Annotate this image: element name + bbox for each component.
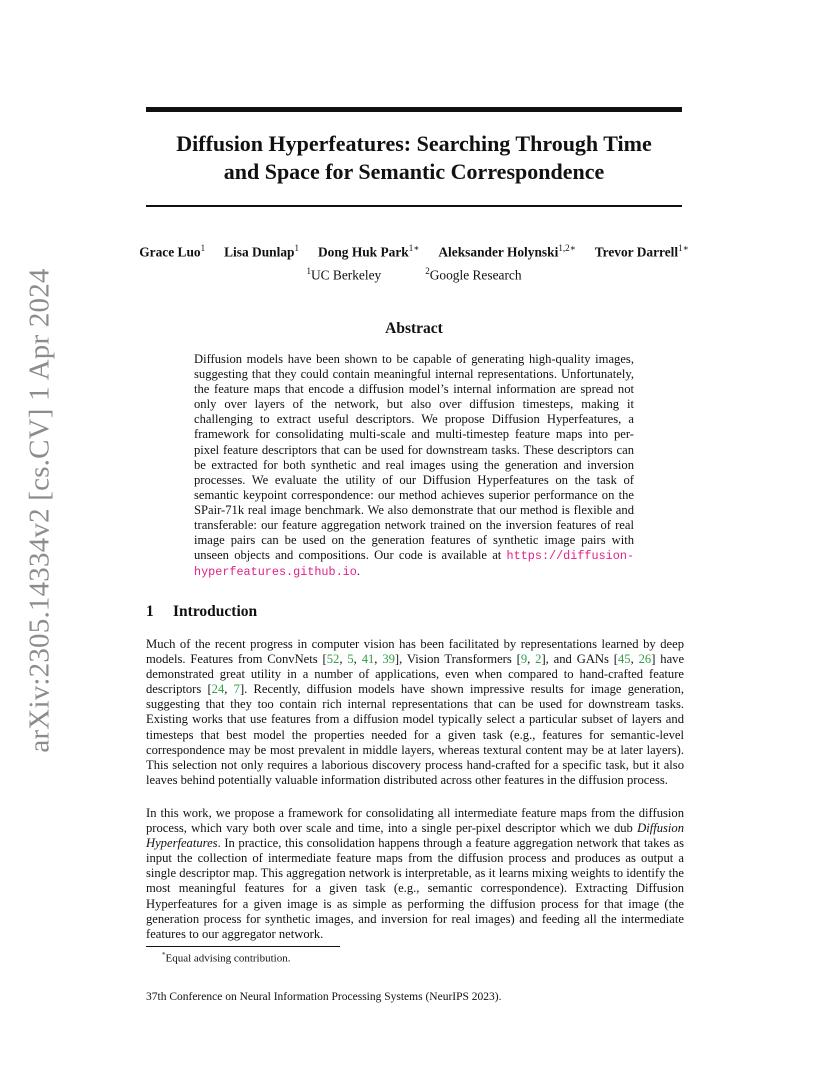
title-top-rule xyxy=(146,107,682,112)
citation-link[interactable]: 5 xyxy=(347,652,354,667)
affiliation-list xyxy=(100,266,728,283)
arxiv-identifier-text: arXiv:2305.14334v2 [cs.CV] 1 Apr 2024 xyxy=(23,267,56,753)
citation-link[interactable]: 41 xyxy=(361,652,375,667)
author: Trevor Darrell$^{1∗}$ xyxy=(594,243,689,260)
footnote-mark: * xyxy=(162,951,166,959)
title-bottom-rule xyxy=(146,205,682,207)
title-line-1: Diffusion Hyperfeatures: Searching Through Time xyxy=(176,131,652,156)
author: Aleksander Holynski$^{1,2∗}$ xyxy=(438,243,576,260)
title-line-2: and Space for Semantic Correspondence xyxy=(223,159,605,184)
paper-title xyxy=(146,130,682,186)
citation-link[interactable]: 24 xyxy=(211,682,225,697)
section-number: 1 xyxy=(146,603,154,620)
author: Grace Luo$^1$ xyxy=(139,243,206,260)
footnote-rule xyxy=(146,946,340,947)
footnote-text: Equal advising contribution. xyxy=(165,952,291,965)
abstract-heading: Abstract xyxy=(385,320,443,337)
author-list xyxy=(100,243,728,260)
citation-link[interactable]: 9 xyxy=(520,652,528,667)
venue-note: 37th Conference on Neural Information Processing Systems (NeurIPS 2023). xyxy=(146,991,502,1003)
citation-link[interactable]: 52 xyxy=(326,652,340,667)
author: Lisa Dunlap$^1$ xyxy=(224,243,299,260)
citation-link[interactable]: 2 xyxy=(535,652,542,667)
abstract-text: Diffusion models have been shown to be capable of generating high-quality images, suggesting that they could contain meaningful internal representations. Unfortunately, the feature maps that encode a diffusion model’s internal information are spread not only over layers of the network, but also over diffusion timesteps, making it challenging to extract useful descriptors. We propose Diffusion Hyperfeatures, a framework for consolidating multi-scale and multi-timestep feature maps into per-pixel feature descriptors that can be used for downstream tasks. These descriptors can be extracted for both synthetic and real images using the generation and inversion processes. We evaluate the utility of our Diffusion Hyperfeatures on the task of semantic keypoint correspondence: our method achieves superior performance on the SPair-71k real image benchmark. We also demonstrate that our method is flexible and transferable: our feature aggregation network trained on the inversion features of real image pairs can be used on the generation features of synthetic image pairs with unseen objects and compositions. Our code is available at xyxy=(194,352,634,563)
citation-link[interactable]: 39 xyxy=(382,652,395,667)
citation-link[interactable]: 26 xyxy=(638,652,652,667)
citation-link[interactable]: 45 xyxy=(617,652,631,667)
abstract-body: Diffusion models have been shown to be capable of generating high-quality images, suggesting that they could contain meaningful internal representations. Unfortunately, the feature maps that encode a diffusion model’s internal information are spread not only over layers of the network, but also over diffusion timesteps, making it challenging to extract useful descriptors. We propose Diffusion Hyperfeatures, a framework for consolidating multi-scale and multi-timestep feature maps into per-pixel feature descriptors that can be used for downstream tasks. These descriptors can be extracted for both synthetic and real images using the generation and inversion processes. We evaluate the utility of our Diffusion Hyperfeatures on the task of semantic keypoint correspondence: our method achieves superior performance on the SPair-71k real image benchmark. We also demonstrate that our method is flexible and transferable: our feature aggregation network trained on the inversion features of real image pairs can be used on the generation features of synthetic image pairs with unseen objects and compositions. Our code is available at https://diffusion-hyperfeatures.github.io. xyxy=(194,352,634,580)
section-heading-introduction xyxy=(146,603,682,621)
affiliation: $^1$UC Berkeley xyxy=(306,266,382,283)
emphasis-term: Diffusion Hyperfeatures xyxy=(146,821,684,851)
intro-paragraph-2: In this work, we propose a framework for consolidating all intermediate feature maps from the diffusion process, which vary both over scale and time, into a single per-pixel descriptor which we dub Diffusion Hyperfeatures. In practice, this consolidation happens through a feature aggregation network that takes as input the collection of intermediate feature maps from the diffusion process and produces as output a single descriptor map. This aggregation network is interpretable, as it learns mixing weights to identify the most meaningful features for a given task (e.g., semantic correspondence). Extracting Diffusion Hyperfeatures for a given image is as simple as performing the diffusion process for that image (the generation process for synthetic images, and inversion for real images) and feeding all the intermediate features to our aggregator network. xyxy=(146,806,684,941)
intro-paragraph-1: Much of the recent progress in computer vision has been facilitated by representations learned by deep models. Features from ConvNets [52, 5, 41, 39], Vision Transformers [9, 2], and GANs [45, 26] have demonstrated great utility in a number of applications, even when compared to hand-crafted feature descriptors [24, 7]. Recently, diffusion models have shown impressive results for image generation, suggesting that they too contain rich internal representations that can be used for downstream tasks. Existing works that use features from a diffusion model typically select a particular subset of layers and timesteps that best model the properties needed for a given task (e.g., features for semantic-level correspondence may be most prevalent in middle layers, whereas textural content may be at later layers). This selection not only requires a laborious discovery process hand-crafted for a specific task, but it also leaves behind potentially valuable information distributed across other features in the diffusion process. xyxy=(146,637,685,787)
project-url-link[interactable]: https://diffusion-hyperfeatures.github.io xyxy=(194,549,634,580)
author: Dong Huk Park$^{1∗}$ xyxy=(317,243,420,260)
footnote xyxy=(162,951,290,965)
citation-link[interactable]: 7 xyxy=(233,682,240,697)
arxiv-identifier xyxy=(20,267,60,753)
affiliation: $^2$Google Research xyxy=(425,266,522,283)
section-title: Introduction xyxy=(173,603,258,620)
